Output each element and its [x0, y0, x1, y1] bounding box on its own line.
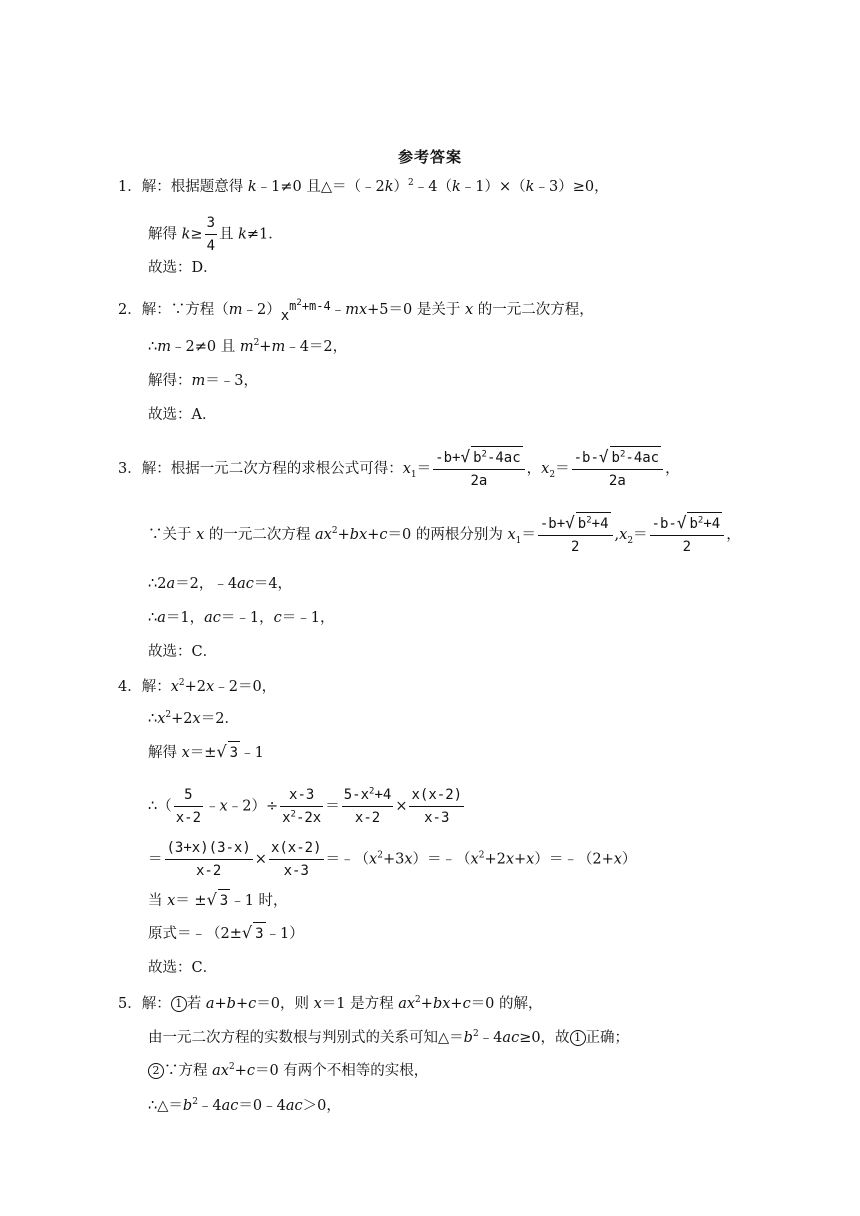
q2-line3: 解得：m＝﹣3，: [148, 373, 258, 389]
q3-line3: ∴2a＝2，﹣4ac＝4，: [148, 576, 293, 592]
q3-root1-fraction: $\frac{-b+√ b^2-4ac}{2a}$: [433, 446, 525, 492]
q4-line1: 4．解：$x^2+2x﹣2=0$，: [118, 678, 277, 695]
q1-line1: 1．解：根据题意得 k﹣1≠0 且△＝（﹣2k）$^2$﹣4（k﹣1）×（k﹣3）≥0，: [118, 178, 609, 195]
q2-line2: ∴m﹣2≠0 且 $m^2+m﹣4=2$，: [148, 338, 348, 355]
q3-line1: 3．解：根据一元二次方程的求根公式可得：$x_1=$ $\frac{-b+√ b^2-4ac}{2a}$ ，$x_2=$ $\frac{-b-√ b^2-4ac}{2a}$ ，: [118, 446, 680, 492]
q3-line2: ∵关于 x 的一元二次方程 $ax^2+bx+c=0$ 的两根分别为 $x_1=$ $\frac{-b+√ b^2+4}{2}$ $,x_2=$ $\frac{-b-√ b^2+4}{2}$ ，: [148, 512, 741, 558]
page-title: 参考答案: [397, 148, 462, 166]
q3-answer: 故选：C．: [148, 644, 218, 660]
q4-line5: ＝ $\frac{(3+x)(3-x)}{x-2}$ × $\frac{x(x-2)}{x-3}$ $=﹣(x^2+3x)=﹣(x^2+2x+x)=﹣(2+x)$: [148, 837, 636, 882]
q2-line1: 2．解：∵方程$(m﹣2)x^{m^2+m-4}﹣mx+5=0$ 是关于 x 的一元二次方程，: [118, 298, 594, 324]
q5-line1: 5．解： 1 若 a+b+c＝0，则 x＝1 是方程 $ax^2+bx+c=0$ 的解，: [118, 995, 543, 1012]
q3-line4: ∴a＝1，ac＝﹣1，c＝﹣1，: [148, 610, 335, 626]
q2-answer: 故选：A．: [148, 407, 217, 423]
q3-root3-fraction: $\frac{-b+√ b^2+4}{2}$: [538, 512, 613, 558]
q5-line4: $\therefore\triangle=b^2﹣4ac=0﹣4ac>0$，: [148, 1097, 341, 1114]
q5-line3: 2 ∵方程 $ax^2+c=0$ 有两个不相等的实根，: [148, 1060, 428, 1082]
q4-line7: 原式＝﹣（2±√ 3 ﹣1）: [148, 922, 304, 945]
q4-answer: 故选：C．: [148, 960, 218, 976]
q3-root2-fraction: $\frac{-b-√ b^2-4ac}{2a}$: [572, 446, 664, 492]
q5-line2: 由一元二次方程的实数根与判别式的关系可知$\triangle=b^2﹣4ac\ge 0$，故 1 正确；: [148, 1029, 630, 1046]
q1-line2: 解得 k≥ $\frac{3}{4}$ 且 k≠1．: [148, 212, 283, 257]
q4-line6: 当 x＝ ±√ 3 ﹣1 时，: [148, 889, 288, 912]
q4-line3: 解得 x＝±√ 3 ﹣1: [148, 741, 264, 764]
q4-line2: $\therefore x^2+2x=2$．: [148, 710, 239, 727]
q4-line4: ∴（ $\frac{5}{x-2}$ ﹣x﹣2）÷ $\frac{x-3}{x^2-2x}$ ＝ $\frac{5-x^2+4}{x-2}$ × $\frac{x(x-2)}{x-3}$: [148, 784, 466, 829]
q1-answer: 故选：D．: [148, 260, 218, 276]
q3-root4-fraction: $\frac{-b-√ b^2+4}{2}$: [650, 512, 725, 558]
q1-fraction: $\frac{3}{4}$: [205, 212, 217, 257]
